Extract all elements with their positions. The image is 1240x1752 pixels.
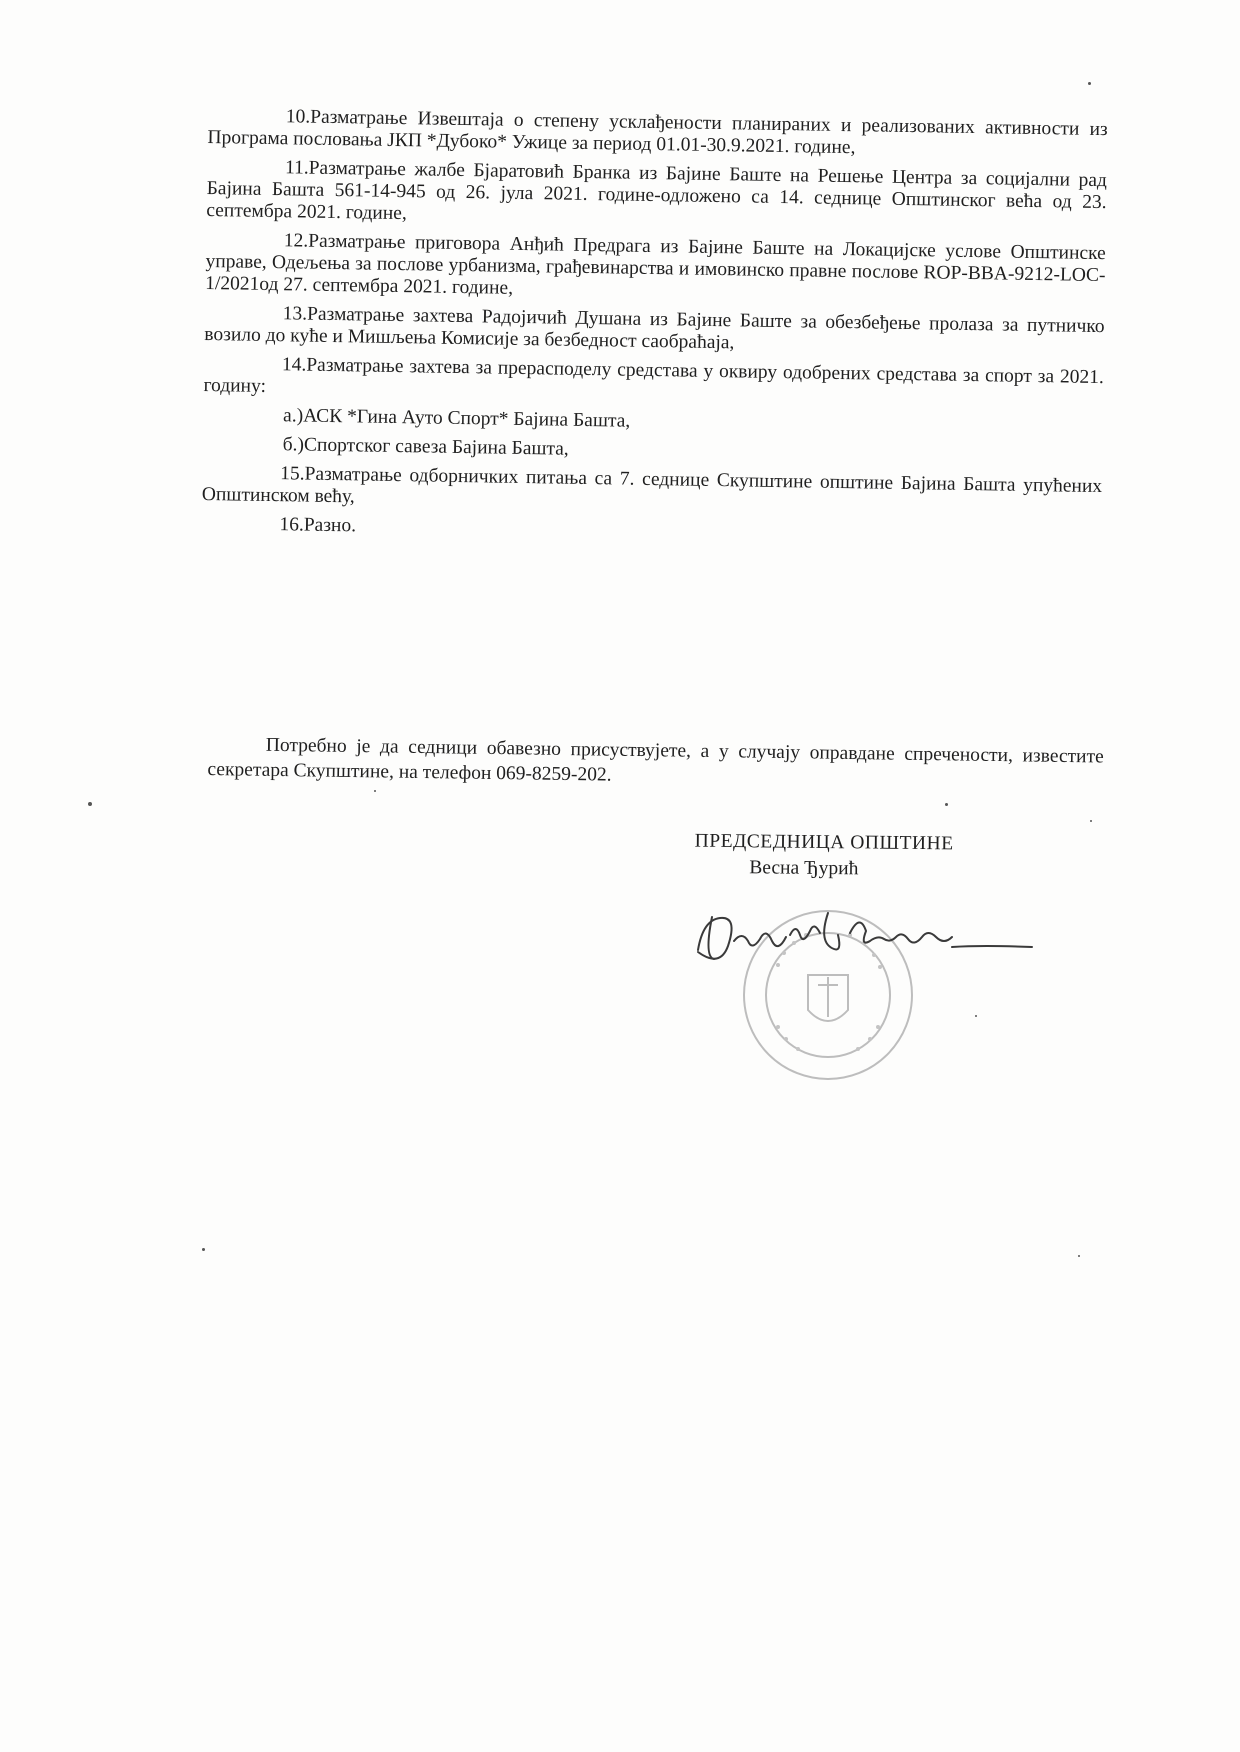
agenda-item-14b: б.)Спортског савеза Бајина Башта, <box>282 434 569 460</box>
scan-speck <box>1088 82 1091 85</box>
agenda-item-13: 13.Разматрање захтева Радојичић Душана из Бајине Баште за обезбеђење пролаза за путничко возило до куће и Мишљења Комисије за безбедност саобраћаја, <box>204 303 1105 354</box>
attendance-notice: Потребно је да седници обавезно присуствујете, а у случају оправдане спречености, известите секретара Скупштине, на телефон 069-8259-202. <box>207 734 1104 786</box>
agenda-item-11: 11.Разматрање жалбе Бјаратовић Бранка из Бајине Баште на Решење Центра за социјални рад Бајина Башта 561-14-945 од 26. јула 2021. године-одложено са 14. седнице Општинског већа од 23. септембра 2021. године, <box>206 157 1108 225</box>
agenda-item-12: 12.Разматрање приговора Анђић Предрага из Бајине Баште на Локацијске услове Општинске управе, Одељења за послове урбанизма, грађевинарства и имовинско правне послове ROP-BBA-9212-LOC-1/2021од 27. септембра 2021. године, <box>205 230 1106 299</box>
handwritten-signature <box>690 895 1050 985</box>
agenda-list <box>201 105 1108 556</box>
scan-speck <box>88 802 92 806</box>
signature-block <box>664 828 985 883</box>
scan-speck <box>945 803 948 806</box>
scan-speck <box>975 1015 977 1017</box>
scan-speck <box>1078 1255 1080 1257</box>
scan-speck <box>374 790 376 792</box>
signatory-title: ПРЕДСЕДНИЦА ОПШТИНЕ <box>694 830 954 855</box>
agenda-item-10: 10.Разматрање Извештаја о степену усклађености планираних и реализованих активности из Програма пословања ЈКП *Дубоко* Ужице за период 01.01-30.9.2021. године, <box>207 106 1108 159</box>
scan-speck <box>202 1248 205 1251</box>
signatory-name: Весна Ђурић <box>749 857 859 880</box>
agenda-item-16: 16.Разно. <box>279 514 357 537</box>
agenda-item-14a: а.)АСК *Гина Ауто Спорт* Бајина Башта, <box>282 405 631 432</box>
agenda-item-14: 14.Разматрање захтева за прерасподелу средстава у оквиру одобрених средстава за спорт за 2021. годину: <box>203 354 1104 397</box>
agenda-item-15: 15.Разматрање одборничких питања са 7. седнице Скупштине општине Бајина Башта упућених Општинском већу, <box>201 463 1103 508</box>
scan-speck <box>1090 820 1092 822</box>
